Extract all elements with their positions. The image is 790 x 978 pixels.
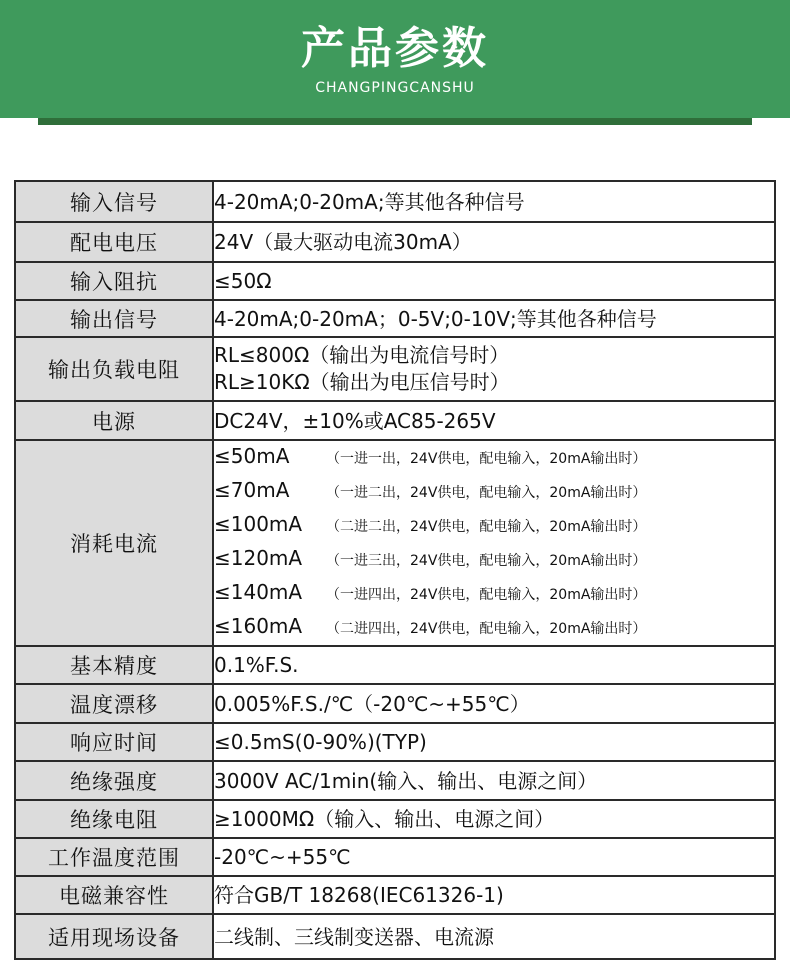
spec-value-line: 4-20mA;0-20mA；0-5V;0-10V;等其他各种信号 <box>214 306 657 331</box>
spec-value <box>213 761 775 800</box>
header-underline <box>38 118 752 125</box>
page-title: 产品参数 <box>301 23 489 74</box>
current-amount: ≤160mA <box>214 614 303 638</box>
current-note: （一进四出，24V供电，配电输入，20mA输出时） <box>326 587 647 603</box>
spec-label: 绝缘电阻 <box>15 800 213 838</box>
current-amount: ≤70mA <box>214 478 290 502</box>
spec-label: 温度漂移 <box>15 684 213 723</box>
spec-value-line: 0.005%F.S./℃（-20℃~+55℃） <box>214 691 530 716</box>
current-note: （二进四出，24V供电，配电输入，20mA输出时） <box>326 621 647 637</box>
table-row <box>15 440 775 646</box>
table-row <box>15 876 775 914</box>
spec-value <box>213 401 775 440</box>
table-row <box>15 262 775 300</box>
spec-value <box>213 876 775 914</box>
current-note: （二进二出，24V供电，配电输入，20mA输出时） <box>326 519 647 535</box>
page-subtitle: CHANGPINGCANSHU <box>315 80 475 96</box>
table-row <box>15 181 775 222</box>
spec-label: 电磁兼容性 <box>15 876 213 914</box>
spec-value <box>213 440 775 646</box>
spec-label: 电源 <box>15 401 213 440</box>
spec-value <box>213 723 775 761</box>
spec-value <box>213 684 775 723</box>
spec-label: 配电电压 <box>15 222 213 262</box>
table-row <box>15 800 775 838</box>
spec-label: 输入阻抗 <box>15 262 213 300</box>
spec-value-line: 4-20mA;0-20mA;等其他各种信号 <box>214 189 525 214</box>
table-row <box>15 684 775 723</box>
table-row <box>15 401 775 440</box>
table-row <box>15 723 775 761</box>
spec-label: 绝缘强度 <box>15 761 213 800</box>
spec-label: 工作温度范围 <box>15 838 213 876</box>
spec-value-line: 二线制、三线制变送器、电流源 <box>214 924 494 949</box>
spec-value <box>213 222 775 262</box>
spec-value-line: DC24V，±10%或AC85-265V <box>214 408 496 433</box>
current-note: （一进一出，24V供电，配电输入，20mA输出时） <box>326 451 647 467</box>
table-row <box>15 222 775 262</box>
spec-value-line: RL≤800Ω（输出为电流信号时） <box>214 343 510 367</box>
spec-label: 输入信号 <box>15 181 213 222</box>
current-line <box>214 543 774 577</box>
spec-value-line: 符合GB/T 18268(IEC61326-1) <box>214 883 504 907</box>
current-amount: ≤140mA <box>214 580 303 604</box>
spec-table <box>14 180 776 960</box>
table-row <box>15 300 775 337</box>
spec-value <box>213 181 775 222</box>
current-amount: ≤100mA <box>214 512 303 536</box>
current-line <box>214 577 774 611</box>
table-row <box>15 646 775 684</box>
spec-value <box>213 838 775 876</box>
spec-label: 输出负载电阻 <box>15 337 213 401</box>
spec-value-line: 24V（最大驱动电流30mA） <box>214 230 472 254</box>
spec-label: 基本精度 <box>15 646 213 684</box>
spec-value-line: ≤50Ω <box>214 269 272 293</box>
current-line <box>214 441 774 475</box>
spec-value <box>213 337 775 401</box>
spec-value <box>213 800 775 838</box>
table-row <box>15 914 775 959</box>
spec-value-line: ≥1000MΩ（输入、输出、电源之间） <box>214 807 555 831</box>
header-banner <box>0 0 790 118</box>
table-row <box>15 337 775 401</box>
spec-value-line: -20℃~+55℃ <box>214 845 351 869</box>
spec-value <box>213 300 775 337</box>
current-amount: ≤50mA <box>214 444 290 468</box>
current-note: （一进二出，24V供电，配电输入，20mA输出时） <box>326 485 647 501</box>
current-line <box>214 475 774 509</box>
spec-value-line: 0.1%F.S. <box>214 653 299 677</box>
spec-label: 消耗电流 <box>15 440 213 646</box>
spec-value <box>213 646 775 684</box>
current-amount: ≤120mA <box>214 546 303 570</box>
table-row <box>15 838 775 876</box>
spec-label: 响应时间 <box>15 723 213 761</box>
spec-value <box>213 914 775 959</box>
current-line <box>214 611 774 645</box>
current-note: （一进三出，24V供电，配电输入，20mA输出时） <box>326 553 647 569</box>
spec-value <box>213 262 775 300</box>
current-line <box>214 509 774 543</box>
table-row <box>15 761 775 800</box>
spec-value-line: RL≥10KΩ（输出为电压信号时） <box>214 370 510 394</box>
spec-label: 适用现场设备 <box>15 914 213 959</box>
spec-value-line: 3000V AC/1min(输入、输出、电源之间） <box>214 768 598 793</box>
spec-label: 输出信号 <box>15 300 213 337</box>
spec-value-line: ≤0.5mS(0-90%)(TYP) <box>214 730 427 754</box>
